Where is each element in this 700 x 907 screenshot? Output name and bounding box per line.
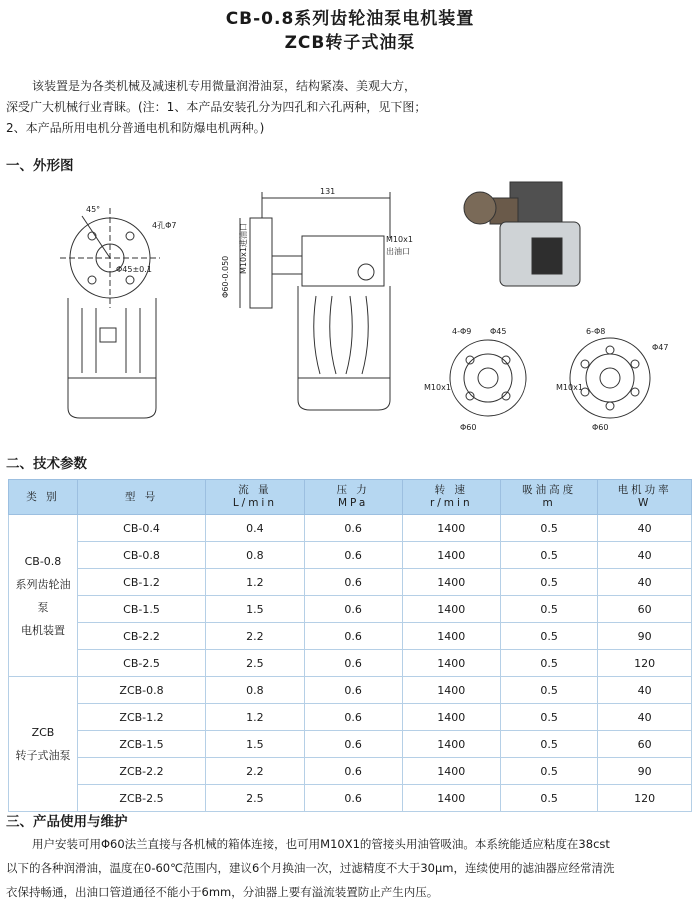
table-cell: 0.5 xyxy=(501,785,598,812)
table-row xyxy=(9,677,692,704)
table-cell: 1400 xyxy=(402,623,500,650)
section-heading-usage: 三、产品使用与维护 xyxy=(6,814,128,830)
col-header xyxy=(304,480,402,515)
table-cell: 1400 xyxy=(402,596,500,623)
table-cell: 0.5 xyxy=(501,569,598,596)
table-cell: CB-2.5 xyxy=(77,650,205,677)
table-cell: 2.5 xyxy=(206,650,305,677)
label-angle: 45° xyxy=(86,205,101,214)
intro-line: 深受广大机械行业青睐。(注：1、本产品安装孔分为四孔和六孔两种，见下图； xyxy=(6,100,427,114)
table-cell: ZCB-2.2 xyxy=(77,758,205,785)
table-cell: ZCB-1.5 xyxy=(77,731,205,758)
intro-line: 该装置是为各类机械及减速机专用微量润滑油泵，结构紧凑、美观大方， xyxy=(32,79,417,93)
table-cell: 1.5 xyxy=(206,731,305,758)
table-cell: 0.5 xyxy=(501,542,598,569)
table-cell: 0.6 xyxy=(304,596,402,623)
side-shaft xyxy=(272,256,302,274)
table-cell: CB-2.2 xyxy=(77,623,205,650)
label-dm10a: M10x1 xyxy=(424,383,451,392)
category-cell xyxy=(9,677,78,812)
table-cell: 0.5 xyxy=(501,758,598,785)
table-row xyxy=(9,569,692,596)
label-dphi47: Φ47 xyxy=(652,343,669,352)
table-cell: 0.6 xyxy=(304,650,402,677)
table-cell: 2.2 xyxy=(206,623,305,650)
table-cell: 0.5 xyxy=(501,677,598,704)
outline-drawing xyxy=(40,178,690,446)
cell-text: 系列齿轮油泵 xyxy=(15,577,71,614)
table-cell: 0.6 xyxy=(304,542,402,569)
table-cell: 2.5 xyxy=(206,785,305,812)
label-m10-outlet: M10x1 xyxy=(386,235,413,244)
cell-text: L/min xyxy=(232,497,278,509)
cell-text: ZCB xyxy=(31,726,55,739)
label-phi45: Φ45±0.1 xyxy=(116,265,152,274)
table-cell: 2.2 xyxy=(206,758,305,785)
table-cell: 1400 xyxy=(402,542,500,569)
table-cell: 0.8 xyxy=(206,542,305,569)
table-cell: 0.6 xyxy=(304,785,402,812)
table-cell: CB-1.2 xyxy=(77,569,205,596)
table-cell: 60 xyxy=(598,596,692,623)
table-cell: 90 xyxy=(598,623,692,650)
mount-hole xyxy=(126,232,134,240)
table-cell: ZCB-2.5 xyxy=(77,785,205,812)
table-row xyxy=(9,650,692,677)
table-cell: 0.6 xyxy=(304,623,402,650)
table-cell: 1.5 xyxy=(206,596,305,623)
table-cell: 0.6 xyxy=(304,758,402,785)
intro-paragraph xyxy=(6,76,696,139)
pump-head xyxy=(302,236,384,286)
col-header xyxy=(206,480,305,515)
table-row xyxy=(9,542,692,569)
cell-text: 型 号 xyxy=(124,490,159,503)
table-cell: 0.6 xyxy=(304,569,402,596)
table-cell: 1.2 xyxy=(206,569,305,596)
table-cell: 40 xyxy=(598,569,692,596)
col-header xyxy=(402,480,500,515)
label-outlet: 出油口 xyxy=(386,247,410,256)
table-row xyxy=(9,731,692,758)
cell-text: m xyxy=(542,497,556,509)
table-cell: 0.5 xyxy=(501,704,598,731)
motor-body-side xyxy=(298,286,390,410)
usage-line: 用户安装可用Φ60法兰直接与各机械的箱体连接，也可用M10X1的管接头用油管吸油。本系统能适应粘度在38cst xyxy=(32,837,610,851)
section-heading-specs: 二、技术参数 xyxy=(6,456,87,472)
motor-body-front xyxy=(68,298,156,418)
label-dphi60b: Φ60 xyxy=(592,423,609,432)
intro-line: 2、本产品所用电机分普通电机和防爆电机两种。) xyxy=(6,121,265,135)
table-cell: 0.8 xyxy=(206,677,305,704)
cell-text: 转 速 xyxy=(434,484,468,496)
mount-hole xyxy=(126,276,134,284)
cell-text: r/min xyxy=(429,497,473,509)
table-cell: 1400 xyxy=(402,704,500,731)
table-cell: 0.5 xyxy=(501,515,598,542)
spec-table xyxy=(8,479,692,812)
table-cell: CB-0.8 xyxy=(77,542,205,569)
label-4phi9: 4-Φ9 xyxy=(452,327,472,336)
usage-paragraph xyxy=(6,832,696,904)
table-cell: CB-1.5 xyxy=(77,596,205,623)
cell-text: MPa xyxy=(337,497,369,509)
cell-text: 流 量 xyxy=(238,484,272,496)
table-cell: 1400 xyxy=(402,731,500,758)
table-cell: 40 xyxy=(598,704,692,731)
cell-text: 压 力 xyxy=(336,484,370,496)
page-title: CB-0.8系列齿轮油泵电机装置 xyxy=(225,9,475,29)
category-cell xyxy=(9,515,78,677)
product-photo xyxy=(464,182,580,286)
table-cell: CB-0.4 xyxy=(77,515,205,542)
cell-text: 类 别 xyxy=(26,490,60,503)
label-6phi8: 6-Φ8 xyxy=(586,327,606,336)
cell-text: W xyxy=(637,497,652,509)
table-cell: ZCB-1.2 xyxy=(77,704,205,731)
table-cell: 0.6 xyxy=(304,704,402,731)
table-cell: 1.2 xyxy=(206,704,305,731)
cell-text: 电机功率 xyxy=(617,484,672,496)
table-cell: 1400 xyxy=(402,515,500,542)
table-cell: 0.6 xyxy=(304,677,402,704)
table-cell: 40 xyxy=(598,542,692,569)
cell-text: 电机装置 xyxy=(20,623,65,637)
cell-text: 吸油高度 xyxy=(522,484,577,496)
flange-4hole-outline xyxy=(450,340,526,416)
col-header xyxy=(501,480,598,515)
table-cell: ZCB-0.8 xyxy=(77,677,205,704)
label-dphi45: Φ45 xyxy=(490,327,507,336)
table-row xyxy=(9,596,692,623)
flange-6hole-outline xyxy=(570,338,650,418)
side-flange xyxy=(250,218,272,308)
section-heading-outline: 一、外形图 xyxy=(6,158,74,174)
table-row xyxy=(9,515,692,542)
table-cell: 1400 xyxy=(402,758,500,785)
mount-hole xyxy=(88,276,96,284)
table-cell: 1400 xyxy=(402,650,500,677)
col-header xyxy=(598,480,692,515)
table-row xyxy=(9,785,692,812)
table-cell: 0.5 xyxy=(501,731,598,758)
cell-text: 转子式油泵 xyxy=(15,749,71,762)
table-row xyxy=(9,758,692,785)
label-dm10b: M10x1 xyxy=(556,383,583,392)
table-cell: 0.4 xyxy=(206,515,305,542)
table-cell: 90 xyxy=(598,758,692,785)
label-131: 131 xyxy=(320,187,336,196)
col-header xyxy=(77,480,205,515)
table-cell: 0.6 xyxy=(304,731,402,758)
table-cell: 40 xyxy=(598,515,692,542)
table-header-row xyxy=(9,480,692,515)
table-cell: 0.6 xyxy=(304,515,402,542)
table-cell: 1400 xyxy=(402,785,500,812)
table-cell: 60 xyxy=(598,731,692,758)
table-cell: 1400 xyxy=(402,569,500,596)
table-cell: 40 xyxy=(598,677,692,704)
usage-line: 以下的各种润滑油，温度在0-60℃范围内，建议6个月换油一次，过滤精度不大于30μm，连续使用的滤油器应经常清洗 xyxy=(6,861,615,875)
table-cell: 0.5 xyxy=(501,650,598,677)
usage-line: 衣保持畅通，出油口管道通径不能小于6mm，分油器上要有溢流装置防止产生内压。 xyxy=(6,885,439,899)
table-cell: 1400 xyxy=(402,677,500,704)
label-dphi60a: Φ60 xyxy=(460,423,477,432)
label-m10-inlet: M10x1进油口 xyxy=(239,223,248,274)
table-row xyxy=(9,623,692,650)
table-cell: 120 xyxy=(598,650,692,677)
page-subtitle: ZCB转子式油泵 xyxy=(284,33,416,53)
cell-text: CB-0.8 xyxy=(24,554,62,568)
col-header xyxy=(9,480,78,515)
table-row xyxy=(9,704,692,731)
table-cell: 120 xyxy=(598,785,692,812)
label-4holes: 4孔Φ7 xyxy=(152,221,177,230)
table-cell: 0.5 xyxy=(501,623,598,650)
label-phi60: Φ60-0.050 xyxy=(221,255,230,298)
table-cell: 0.5 xyxy=(501,596,598,623)
